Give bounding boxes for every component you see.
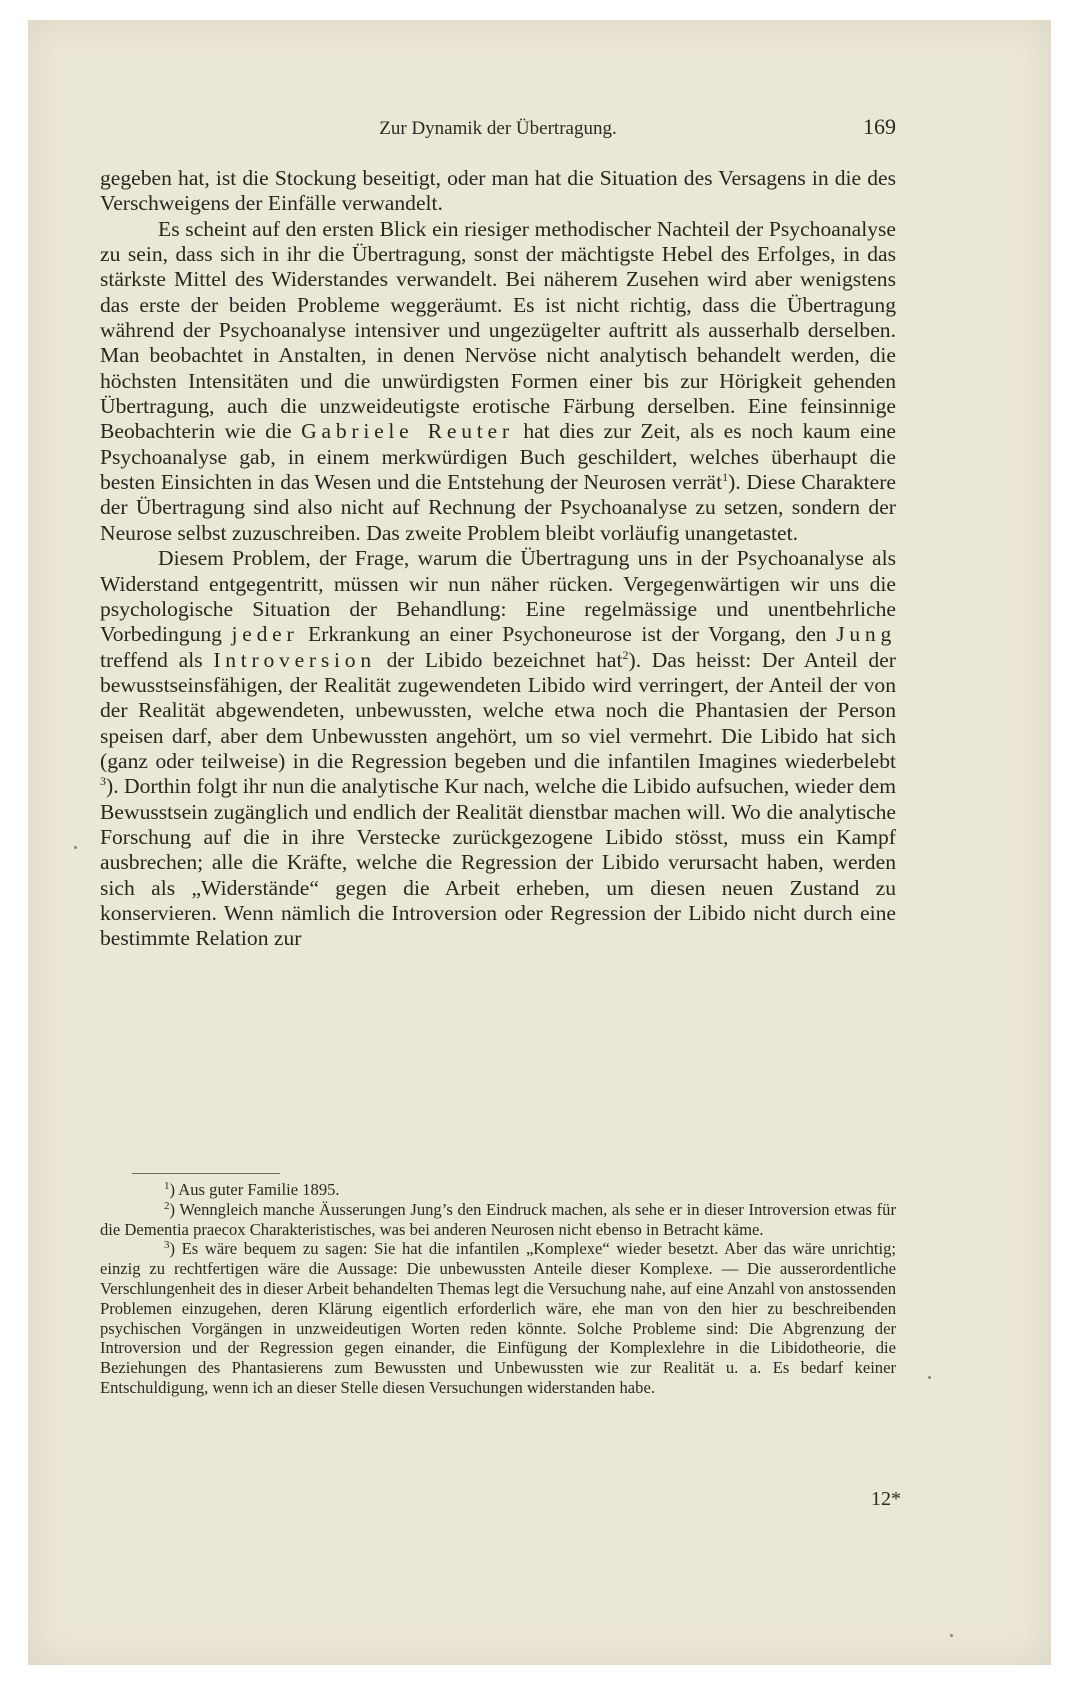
footnote-3: [100, 1239, 896, 1397]
word-introversion: Introversion: [213, 647, 376, 672]
p3-part-a: Diesem Problem, der Frage, warum die Übertragung uns in der Psychoanalyse als Widerstand entgegentritt, müssen wir nun näher rücken. Vergegenwärtigen wir uns die psychologische Situation der Behandlung: Eine regelmässige und unentbehrliche Vorbedingung: [100, 546, 896, 647]
page-number: 169: [863, 114, 896, 139]
paragraph-continuation: gegeben hat, ist die Stockung beseitigt, oder man hat die Situation des Versagens in die des Verschweigens der Einfälle verwandelt.: [100, 166, 896, 216]
footnotes: [100, 1180, 896, 1398]
footnote-2: [100, 1200, 896, 1240]
footnote-3-text: ) Es wäre bequem zu sagen: Sie hat die infantilen „Komplexe“ wieder besetzt. Aber das wäre unrichtig; einzig zu rechtfertigen wäre die Aussage: Die unbewussten Anteile dieser Komplexe. — Die ausserordentliche Verschlungenheit des in dieser Arbeit behandelten Themas legt die Versuchung nahe, auf eine Anzahl von anstossenden Problemen einzugehen, deren Klärung eigentlich erforderlich wäre, ehe man von den hier zu beschreibenden psychischen Vorgängen in unzweideutigen Worten reden könnte. Solche Probleme sind: Die Abgrenzung der Introversion und der Regression gegen einander, die Einfügung der Komplexlehre in die Libidotheorie, die Beziehungen des Phantasierens zum Bewussten und Unbewussten wie zur Realität u. a. Es bedarf keiner Entschuldigung, wenn ich an dieser Stelle diesen Versuchungen widerstanden habe.: [100, 1239, 896, 1397]
speck-right: [928, 1376, 931, 1379]
name-gabriele-reuter: Gabriele Reuter: [301, 419, 514, 444]
p3-part-e: . Das heisst: Der Anteil der bewusstseinsfähigen, der Realität zugewendeten Libido wird verringert, der Anteil der von der Realität abgewendeten, unbewussten, welche etwa noch die Phantasien der Person speisen darf, aber dem Unbewussten angehört, um so viel vermehrt. Die Libido hat sich (ganz oder teilweise) in die Regression begeben und die infantilen Imagines wiederbelebt: [100, 647, 896, 773]
footnote-1-marker: 1: [164, 1180, 170, 1192]
p2-part-a: Es scheint auf den ersten Blick ein riesiger methodischer Nachteil der Psychoanalyse zu sein, dass sich in ihr die Übertragung, sonst der mächtigste Hebel des Erfolges, in das stärkste Mittel des Widerstandes verwandelt. Bei näherem Zusehen wird aber wenigstens das erste der beiden Probleme weggeräumt. Es ist nicht richtig, dass die Übertragung während der Psychoanalyse intensiver und ungezügelter auftritt als ausserhalb derselben. Man beobachtet in Anstalten, in denen Nervöse nicht analytisch behandelt werden, die höchsten Intensitäten und die unwürdigsten Formen einer bis zur Hörigkeit gehenden Übertragung, auch die unzweideutigste erotische Färbung derselben. Eine feinsinnige Beobachterin wie die: [100, 216, 896, 444]
book-page: [28, 20, 1051, 1665]
footnote-ref-2: 2: [622, 647, 629, 662]
paragraph-resistance: Diesem Problem, der Frage, warum die Übertragung uns in der Psychoanalyse als Widerstand entgegentritt, müssen wir nun näher rücken. Vergegenwärtigen wir uns die psychologische Situation der Behandlung: Eine regelmässige und unentbehrliche Vorbedingung jeder Erkrankung an einer Psychoneurose ist der Vorgang, den Jung treffend als Introversion der Libido bezeichnet hat$^2$). Das heisst: Der Anteil der bewusstseinsfähigen, der Realität zugewendeten Libido wird verringert, der Anteil der von der Realität abgewendeten, unbewussten, welche etwa noch die Phantasien der Person speisen darf, aber dem Unbewussten angehört, um so viel vermehrt. Die Libido hat sich (ganz oder teilweise) in die Regression begeben und die infantilen Imagines wiederbelebt $^3$). Dorthin folgt ihr nun die analytische Kur nach, welche die Libido aufsuchen, wieder dem Bewusstsein zugänglich und endlich der Realität dienstbar machen will. Wo die analytische Forschung auf die in ihre Verstecke zurückgezogene Libido stösst, muss ein Kampf ausbrechen; alle die Kräfte, welche die Regression der Libido verursacht haben, werden sich als „Widerstände“ gegen die Arbeit erheben, um diesen neuen Zustand zu konservieren. Wenn nämlich die Introversion oder Regression der Libido nicht durch eine bestimmte Relation zur: [100, 546, 896, 951]
footnote-2-marker: 2: [164, 1199, 170, 1212]
footnote-1-text: ) Aus guter Familie 1895.: [169, 1180, 340, 1199]
footnote-ref-1: 1: [722, 470, 729, 485]
footnote-1: [100, 1180, 896, 1200]
speck-bottom: [950, 1634, 953, 1637]
p2-part-b: hat dies zur Zeit, als es noch kaum eine Psychoanalyse gab, in einem merkwürdigen Buch geschildert, welches überhaupt die besten Einsichten in das Wesen und die Entstehung der Neurosen verrät: [100, 419, 897, 495]
word-jeder: jeder: [231, 622, 299, 647]
p3-part-b: Erkrankung an einer Psychoneurose ist der Vorgang, den: [308, 622, 827, 647]
signature-mark: 12*: [871, 1488, 901, 1510]
name-jung: Jung: [836, 622, 896, 647]
speck-left: [74, 846, 77, 849]
p2-part-c: . Diese Charaktere der Übertragung sind also nicht auf Rechnung der Psychoanalyse zu setzen, sondern der Neurose selbst zuzuschreiben. Das zweite Problem bleibt vorläufig unangetastet.: [100, 470, 896, 545]
p3-part-d: der Libido bezeichnet hat: [386, 647, 623, 672]
paragraph-transference-problem: Es scheint auf den ersten Blick ein riesiger methodischer Nachteil der Psychoanalyse zu sein, dass sich in ihr die Übertragung, sonst der mächtigste Hebel des Erfolges, in das stärkste Mittel des Widerstandes verwandelt. Bei näherem Zusehen wird aber wenigstens das erste der beiden Probleme weggeräumt. Es ist nicht richtig, dass die Übertragung während der Psychoanalyse intensiver und ungezügelter auftritt als ausserhalb derselben. Man beobachtet in Anstalten, in denen Nervöse nicht analytisch behandelt werden, die höchsten Intensitäten und die unwürdigsten Formen einer bis zur Hörigkeit gehenden Übertragung, auch die unzweideutigste erotische Färbung derselben. Eine feinsinnige Beobachterin wie die Gabriele Reuter hat dies zur Zeit, als es noch kaum eine Psychoanalyse gab, in einem merkwürdigen Buch geschildert, welches überhaupt die besten Einsichten in das Wesen und die Entstehung der Neurosen verrät$^1$). Diese Charaktere der Übertragung sind also nicht auf Rechnung der Psychoanalyse zu setzen, sondern der Neurose selbst zuzuschreiben. Das zweite Problem bleibt vorläufig unangetastet.: [100, 216, 897, 545]
body-text: [100, 166, 896, 952]
footnote-ref-3: 3: [100, 774, 106, 789]
footnote-3-marker: 3: [164, 1239, 170, 1252]
p3-part-f: ). Dorthin folgt ihr nun die analytische Kur nach, welche die Libido aufsuchen, wieder dem Bewusstsein zugänglich und endlich der Realität dienstbar machen will. Wo die analytische Forschung auf die in ihre Verstecke zurückgezogene Libido stösst, muss ein Kampf ausbrechen; alle die Kräfte, welche die Regression der Libido verursacht haben, werden sich als „Widerstände“ gegen die Arbeit erheben, um diesen neuen Zustand zu konservieren. Wenn nämlich die Introversion oder Regression der Libido nicht durch eine bestimmte Relation zur: [100, 774, 896, 951]
p3-part-c: treffend als: [100, 647, 203, 672]
running-title: Zur Dynamik der Übertragung.: [379, 118, 617, 139]
footnote-2-text: ) Wenngleich manche Äusserungen Jung’s den Eindruck machen, als sehe er in dieser Introversion etwas für die Dementia praecox Charakteristisches, was bei anderen Neurosen nicht ebenso in Betracht käme.: [100, 1199, 896, 1239]
running-head: [100, 114, 896, 148]
footnote-divider: [132, 1173, 280, 1174]
